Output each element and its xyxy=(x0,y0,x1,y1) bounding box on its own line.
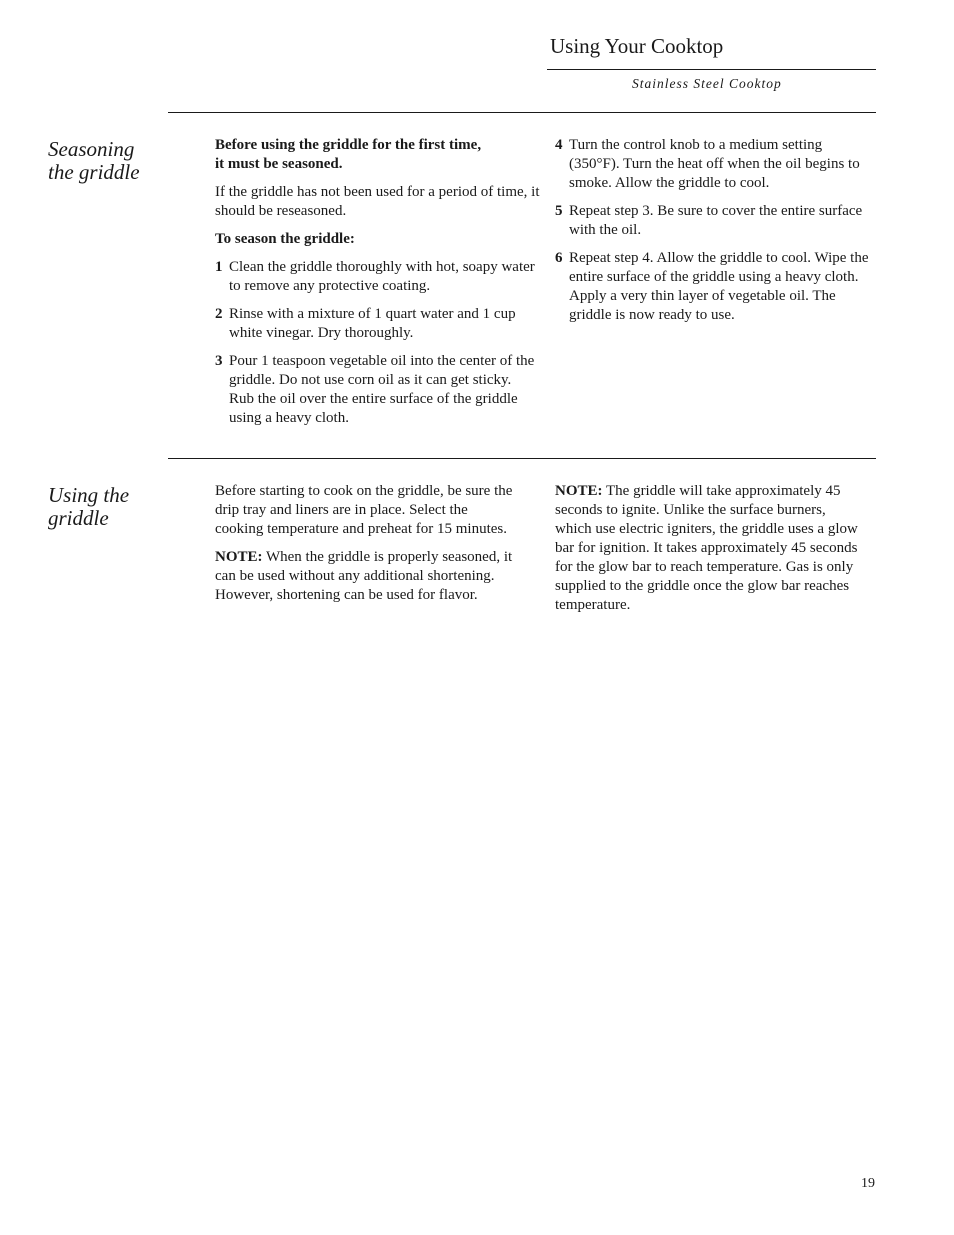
step-text: Rinse with a mixture of 1 quart water and 1 cup white vinegar. Dry thoroughly. xyxy=(229,306,516,341)
using-intro: Before starting to cook on the griddle, be sure the drip tray and liners are in place. Select the cooking temperature and preheat for 15 minutes. xyxy=(215,483,513,537)
step-number: 5 xyxy=(555,203,563,219)
section-divider-using xyxy=(168,458,876,459)
note-text: The griddle will take approximately 45 seconds to ignite. Unlike the surface burners, which use electric igniters, the griddle uses a glow bar for ignition. It takes approximately 45 seconds for the glow bar to reach temperature. Gas is only supplied to the griddle once the glow bar reaches temperature. xyxy=(555,483,858,613)
section-heading-using xyxy=(48,484,168,530)
section-heading-seasoning xyxy=(48,138,168,184)
page-header-subtitle: Stainless Steel Cooktop xyxy=(632,76,782,91)
step-item xyxy=(215,305,540,343)
step-text: Clean the griddle thoroughly with hot, soapy water to remove any protective coating. xyxy=(229,259,535,294)
using-column-left xyxy=(215,482,515,614)
section-heading-line: Seasoning xyxy=(48,137,135,161)
step-item xyxy=(555,249,873,325)
step-item xyxy=(215,352,540,428)
header-divider xyxy=(547,69,876,70)
note-paragraph xyxy=(555,482,860,615)
page-header-title: Using Your Cooktop xyxy=(550,34,724,58)
section-heading-line: the griddle xyxy=(48,160,140,184)
using-column-right xyxy=(555,482,860,624)
section-heading-line: griddle xyxy=(48,506,109,530)
page-number: 19 xyxy=(861,1176,875,1191)
seasoning-intro-line: it must be seasoned. xyxy=(215,156,343,172)
step-number: 4 xyxy=(555,137,563,153)
seasoning-intro xyxy=(215,136,540,174)
step-item xyxy=(555,136,873,193)
section-divider-seasoning xyxy=(168,112,876,113)
step-number: 2 xyxy=(215,306,223,322)
step-text: Repeat step 4. Allow the griddle to cool. Wipe the entire surface of the griddle using a heavy cloth. Apply a very thin layer of vegetable oil. The griddle is now ready to use. xyxy=(569,250,869,323)
step-number: 6 xyxy=(555,250,563,266)
step-text: Turn the control knob to a medium setting (350°F). Turn the heat off when the oil begins to smoke. Allow the griddle to cool. xyxy=(569,137,860,191)
step-number: 3 xyxy=(215,353,223,369)
steps-title: To season the griddle: xyxy=(215,231,355,247)
step-item xyxy=(215,258,540,296)
note-label: NOTE: xyxy=(555,483,603,499)
step-text: Pour 1 teaspoon vegetable oil into the center of the griddle. Do not use corn oil as it can get sticky. Rub the oil over the entire surface of the griddle using a heavy cloth. xyxy=(229,353,535,426)
reseason-paragraph: If the griddle has not been used for a period of time, it should be reseasoned. xyxy=(215,184,540,219)
note-text: When the griddle is properly seasoned, it can be used without any additional shortening. However, shortening can be used for flavor. xyxy=(215,549,513,603)
seasoning-column-left xyxy=(215,136,540,437)
step-text: Repeat step 3. Be sure to cover the entire surface with the oil. xyxy=(569,203,863,238)
section-heading-line: Using the xyxy=(48,483,130,507)
note-label: NOTE: xyxy=(215,549,263,565)
seasoning-column-right xyxy=(555,136,873,334)
step-number: 1 xyxy=(215,259,223,275)
note-paragraph xyxy=(215,548,515,605)
step-item xyxy=(555,202,873,240)
seasoning-intro-line: Before using the griddle for the first time, xyxy=(215,137,482,153)
